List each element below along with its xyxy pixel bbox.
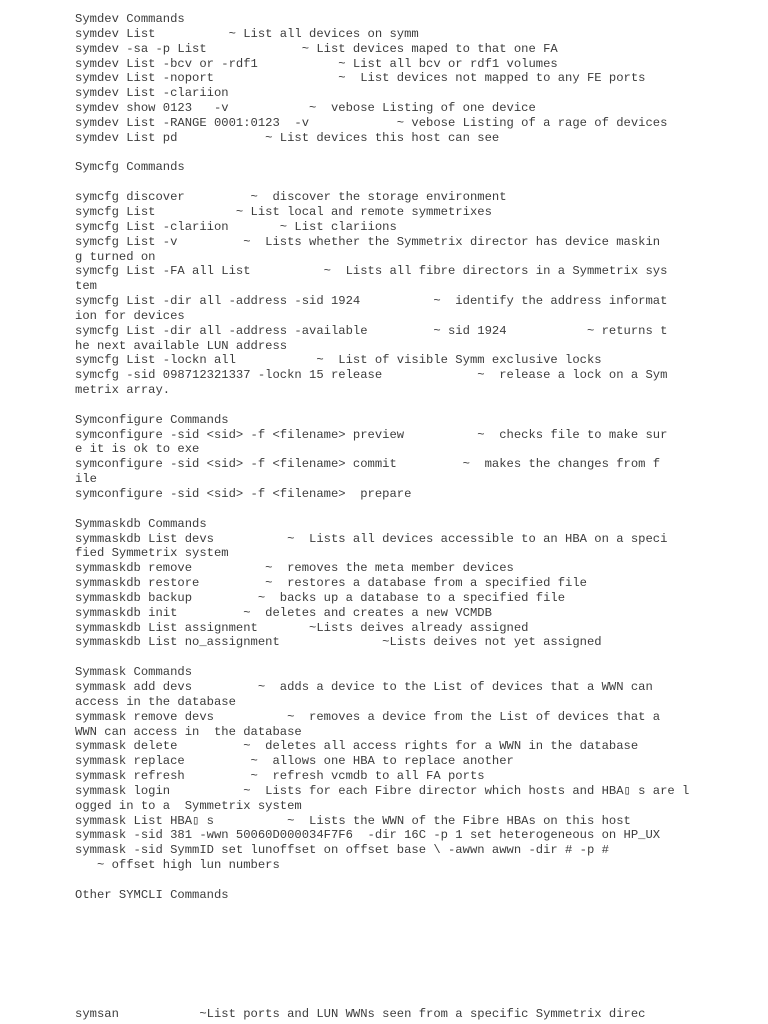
text-line: g turned on	[75, 249, 156, 264]
text-line: metrix array.	[75, 383, 171, 398]
text-line: symcfg List -dir all -address -available ~ sid 1924 ~ returns t	[75, 323, 668, 338]
text-line: symmask login ~ Lists for each Fibre director which hosts and HBA▯ s are l	[75, 783, 690, 798]
text-line: symcfg discover ~ discover the storage environment	[75, 190, 507, 205]
text-line: symcfg List ~ List local and remote symmetrixes	[75, 204, 492, 219]
text-line: fied Symmetrix system	[75, 546, 229, 561]
blank-line	[75, 175, 755, 190]
blank-line	[75, 962, 755, 977]
text-line: Symmaskdb Commands	[75, 516, 207, 531]
blank-line	[75, 947, 755, 962]
text-line: symmaskdb remove ~ removes the meta member devices	[75, 561, 514, 576]
text-line: symcfg List -FA all List ~ Lists all fibre directors in a Symmetrix sys	[75, 264, 668, 279]
text-line: symdev List pd ~ List devices this host can see	[75, 130, 500, 145]
text-line: symmaskdb List devs ~ Lists all devices accessible to an HBA on a speci	[75, 531, 668, 546]
text-line: e it is ok to exe	[75, 442, 200, 457]
text-line: symcfg List -clariion ~ List clariions	[75, 219, 397, 234]
text-line: symmaskdb List no_assignment ~Lists deives not yet assigned	[75, 635, 602, 650]
text-line: access in the database	[75, 694, 236, 709]
text-line: symconfigure -sid <sid> -f <filename> preview ~ checks file to make sur	[75, 427, 668, 442]
document-text	[75, 12, 755, 1021]
text-line: symmask replace ~ allows one HBA to replace another	[75, 754, 514, 769]
blank-line	[75, 873, 755, 888]
blank-line	[75, 977, 755, 992]
text-line: ion for devices	[75, 308, 185, 323]
text-line: Other SYMCLI Commands	[75, 887, 229, 902]
text-line: symmask add devs ~ adds a device to the List of devices that a WWN can	[75, 679, 653, 694]
blank-line	[75, 398, 755, 413]
text-line: symmask -sid SymmID set lunoffset on offset base \ -awwn awwn -dir # -p #	[75, 843, 609, 858]
text-line: symconfigure -sid <sid> -f <filename> prepare	[75, 487, 412, 501]
text-line: tem	[75, 279, 97, 294]
text-line: ~ offset high lun numbers	[75, 858, 280, 873]
blank-line	[75, 146, 755, 161]
blank-line	[75, 502, 755, 517]
text-line: symdev List -noport ~ List devices not mapped to any FE ports	[75, 71, 646, 86]
text-line: symconfigure -sid <sid> -f <filename> commit ~ makes the changes from f	[75, 457, 661, 472]
text-line: symmask remove devs ~ removes a device from the List of devices that a	[75, 709, 661, 724]
text-line: he next available LUN address	[75, 338, 288, 353]
text-line: symmaskdb init ~ deletes and creates a new VCMDB	[75, 605, 492, 620]
blank-line	[75, 992, 755, 1007]
text-line: symmaskdb backup ~ backs up a database to a specified file	[75, 590, 566, 605]
text-line: symdev List -bcv or -rdf1 ~ List all bcv or rdf1 volumes	[75, 56, 558, 71]
text-line: symdev List -RANGE 0001:0123 -v ~ vebose Listing of a rage of devices	[75, 115, 668, 130]
text-line: symdev List ~ List all devices on symm	[75, 26, 419, 41]
blank-line	[75, 917, 755, 932]
blank-line	[75, 932, 755, 947]
text-line: symdev show 0123 -v ~ vebose Listing of one device	[75, 101, 536, 116]
text-line: Symcfg Commands	[75, 160, 185, 175]
text-line: symcfg -sid 098712321337 -lockn 15 release ~ release a lock on a Sym	[75, 368, 668, 383]
text-line: Symmask Commands	[75, 665, 193, 680]
blank-line	[75, 650, 755, 665]
text-line: Symdev Commands	[75, 12, 185, 26]
text-line: symmask List HBA▯ s ~ Lists the WWN of the Fibre HBAs on this host	[75, 813, 631, 828]
text-line: symmask -sid 381 -wwn 50060D000034F7F6 -dir 16C -p 1 set heterogeneous on HP_UX	[75, 828, 661, 843]
text-line: ile	[75, 472, 97, 487]
text-line: symmask delete ~ deletes all access rights for a WWN in the database	[75, 739, 639, 754]
text-line: symcfg List -dir all -address -sid 1924 ~ identify the address informat	[75, 294, 668, 309]
blank-line	[75, 903, 755, 918]
text-line: Symconfigure Commands	[75, 412, 229, 427]
text-line: symdev -sa -p List ~ List devices maped to that one FA	[75, 41, 558, 56]
text-line: symsan ~List ports and LUN WWNs seen from a specific Symmetrix direc	[75, 1006, 646, 1021]
text-line: symmask refresh ~ refresh vcmdb to all FA ports	[75, 769, 485, 784]
text-line: ogged in to a Symmetrix system	[75, 798, 302, 813]
text-line: symcfg List -lockn all ~ List of visible Symm exclusive locks	[75, 353, 602, 368]
text-line: WWN can access in the database	[75, 724, 302, 739]
text-line: symdev List -clariion	[75, 86, 229, 101]
text-line: symmaskdb List assignment ~Lists deives already assigned	[75, 620, 529, 635]
text-line: symcfg List -v ~ Lists whether the Symmetrix director has device maskin	[75, 234, 661, 249]
text-line: symmaskdb restore ~ restores a database from a specified file	[75, 576, 587, 591]
